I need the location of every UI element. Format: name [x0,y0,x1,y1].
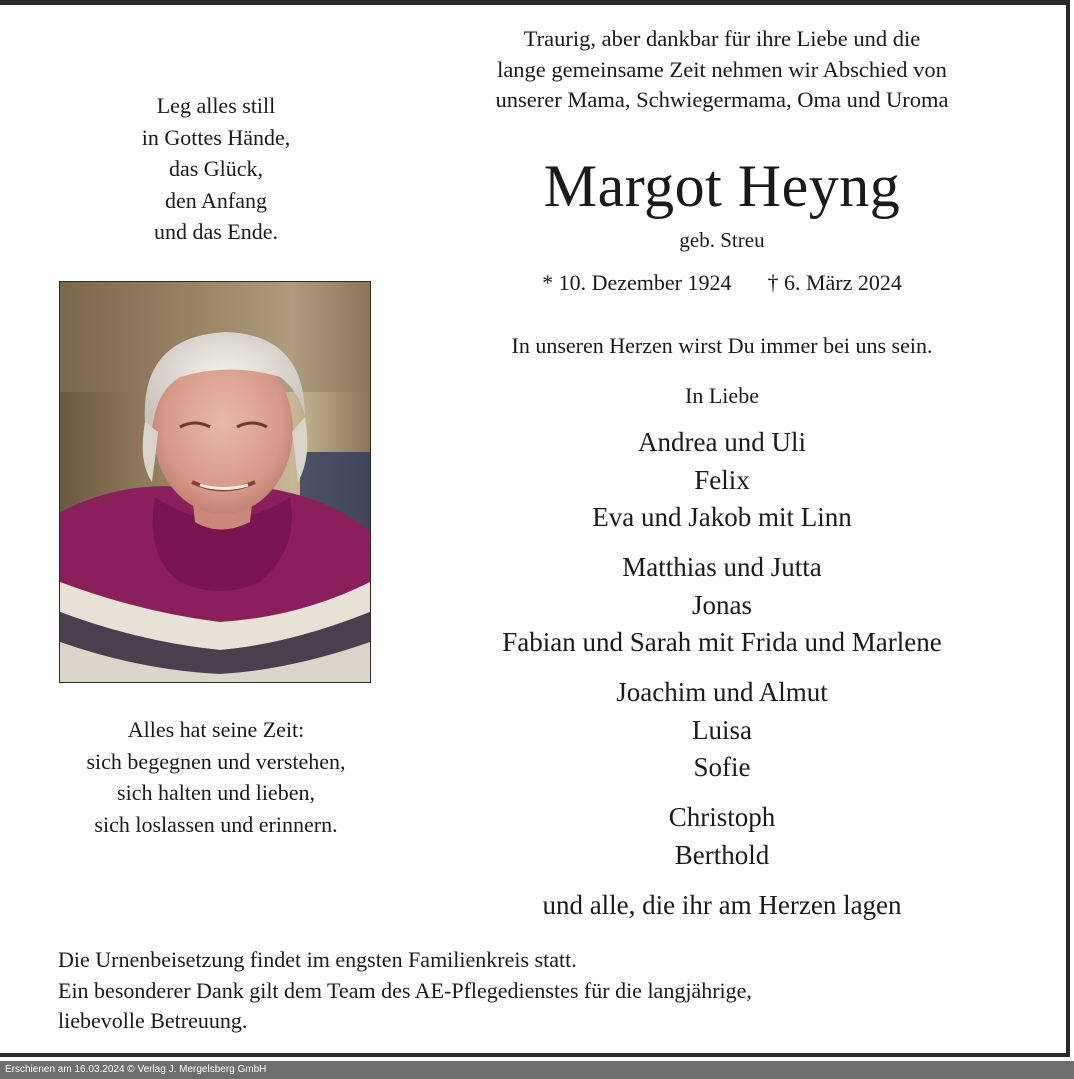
family-member: Christoph [668,802,776,832]
verse-bottom-line: sich halten und lieben, [117,780,315,805]
family-list [430,424,1014,887]
burial-notice [58,945,1018,1037]
verse-top-line: Leg alles still [156,93,276,118]
motto: In unseren Herzen wirst Du immer bei uns sein. [511,333,933,358]
notice-line: liebevolle Betreuung. [58,1008,248,1033]
notice-line: Die Urnenbeisetzung findet im engsten Familienkreis statt. [58,947,577,972]
verse-bottom-line: Alles hat seine Zeit: [127,717,305,742]
portrait-photo [59,281,371,683]
deceased-name: Margot Heyng [543,153,901,219]
in-liebe: In Liebe [685,383,759,408]
family-member: Joachim und Almut [616,677,828,707]
family-group [430,674,1014,787]
death-date: † 6. März 2024 [767,270,902,295]
family-group [430,424,1014,537]
family-member: Felix [694,464,750,495]
family-member: Berthold [674,839,770,870]
maiden-name: geb. Streu [679,228,765,252]
verse-top-line: den Anfang [164,187,268,213]
family-member: Andrea und Uli [638,427,806,457]
family-group [430,549,1014,662]
verse-bottom-line: sich loslassen und erinnern. [94,811,338,837]
family-member: Eva und Jakob mit Linn [592,502,852,532]
lead-line: lange gemeinsame Zeit nehmen wir Abschied von [497,56,947,82]
lead-line: Traurig, aber dankbar für ihre Liebe und die [523,26,921,51]
family-member: Matthias und Jutta [622,552,822,582]
closing-line: und alle, die ihr am Herzen lagen [542,890,902,920]
family-member: Jonas [692,589,752,620]
verse-bottom-line: sich begegnen und verstehen, [86,748,346,774]
verse-top-line: und das Ende. [153,219,279,244]
family-member: Luisa [692,714,752,745]
family-member: Sofie [693,752,751,782]
verse-top [40,90,392,248]
life-dates [430,267,1014,299]
lead-text [430,24,1014,116]
publication-footer: Erschienen am 16.03.2024 © Verlag J. Mergelsberg GmbH [0,1061,1074,1079]
family-member: Fabian und Sarah mit Frida und Marlene [502,627,942,657]
birth-date: * 10. Dezember 1924 [542,270,732,295]
verse-bottom [40,714,392,840]
verse-top-line: in Gottes Hände, [141,124,291,150]
family-group [430,799,1014,874]
verse-top-line: das Glück, [168,156,264,181]
notice-line: Ein besonderer Dank gilt dem Team des AE-Pflegedienstes für die langjährige, [58,977,752,1003]
lead-line: unserer Mama, Schwiegermama, Oma und Uroma [495,87,949,112]
